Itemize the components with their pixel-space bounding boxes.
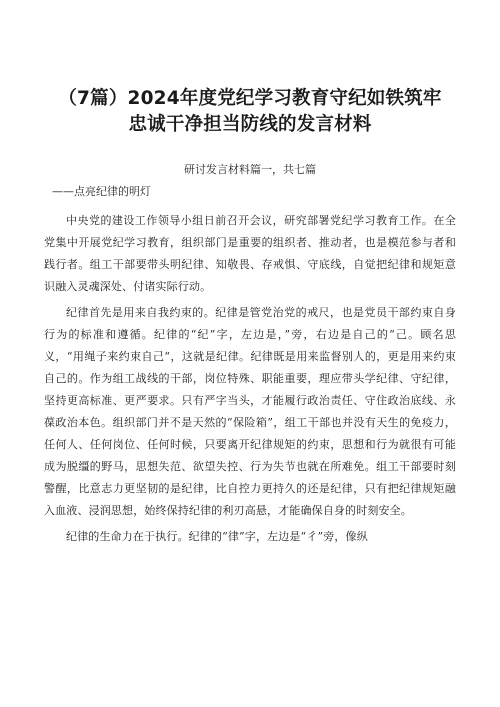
paragraph-2: 纪律首先是用来自我约束的。纪律是管党治党的戒尺，也是党员干部约束自身行为的标准和遵循。纪律的“纪”字，左边是，”旁，右边是自己的“己。顾名思义，“用绳子来约束自己“，这就是纪律。纪律既是用来监督别人的，更是用来约束自己的。作为组工战线的干部，岗位特殊、职能重要，理应带头学纪律、守纪律，坚持更高标准、更严要求。只有严字当头，才能履行政治责任、守住政治底线、永葆政治本色。组织部门并不是天然的“保险箱”，组工干部也并没有天生的免疫力，任何人、任何岗位、任何时候，只要离开纪律规矩的约束，思想和行为就很有可能成为脱缰的野马，思想失范、欲望失控、行为失节也就在所难免。组工干部要时刻警醒，比意志力更坚韧的是纪律，比自控力更持久的还是纪律，只有把纪律规矩融入血液、浸润思想，始终保持纪律的利刃高悬，才能确保自身的时刻安全。 — [44, 306, 456, 517]
document-subtitle: 研讨发言材料篇一，共七篇 — [184, 163, 316, 176]
paragraph-1: 中央党的建设工作领导小组日前召开会议，研究部署党纪学习教育工作。在全党集中开展党纪学习教育，组织部门是重要的组织者、推动者，也是模范参与者和践行者。组工干部要带头明纪律、知敬畏、存戒惧、守底线，自觉把纪律和规矩意识融入灵魂深处、付诸实际行动。 — [44, 214, 456, 293]
title-line-2: 忠诚干净担当防线的发言材料 — [128, 114, 372, 135]
section-heading: ——点亮纪律的明灯 — [52, 185, 151, 198]
document-title — [44, 86, 456, 138]
title-line-1: （7篇）2024年度党纪学习教育守纪如铁筑牢 — [58, 88, 442, 109]
paragraph-3: 纪律的生命力在于执行。纪律的“律”字，左边是“彳”旁，像纵 — [66, 530, 368, 543]
